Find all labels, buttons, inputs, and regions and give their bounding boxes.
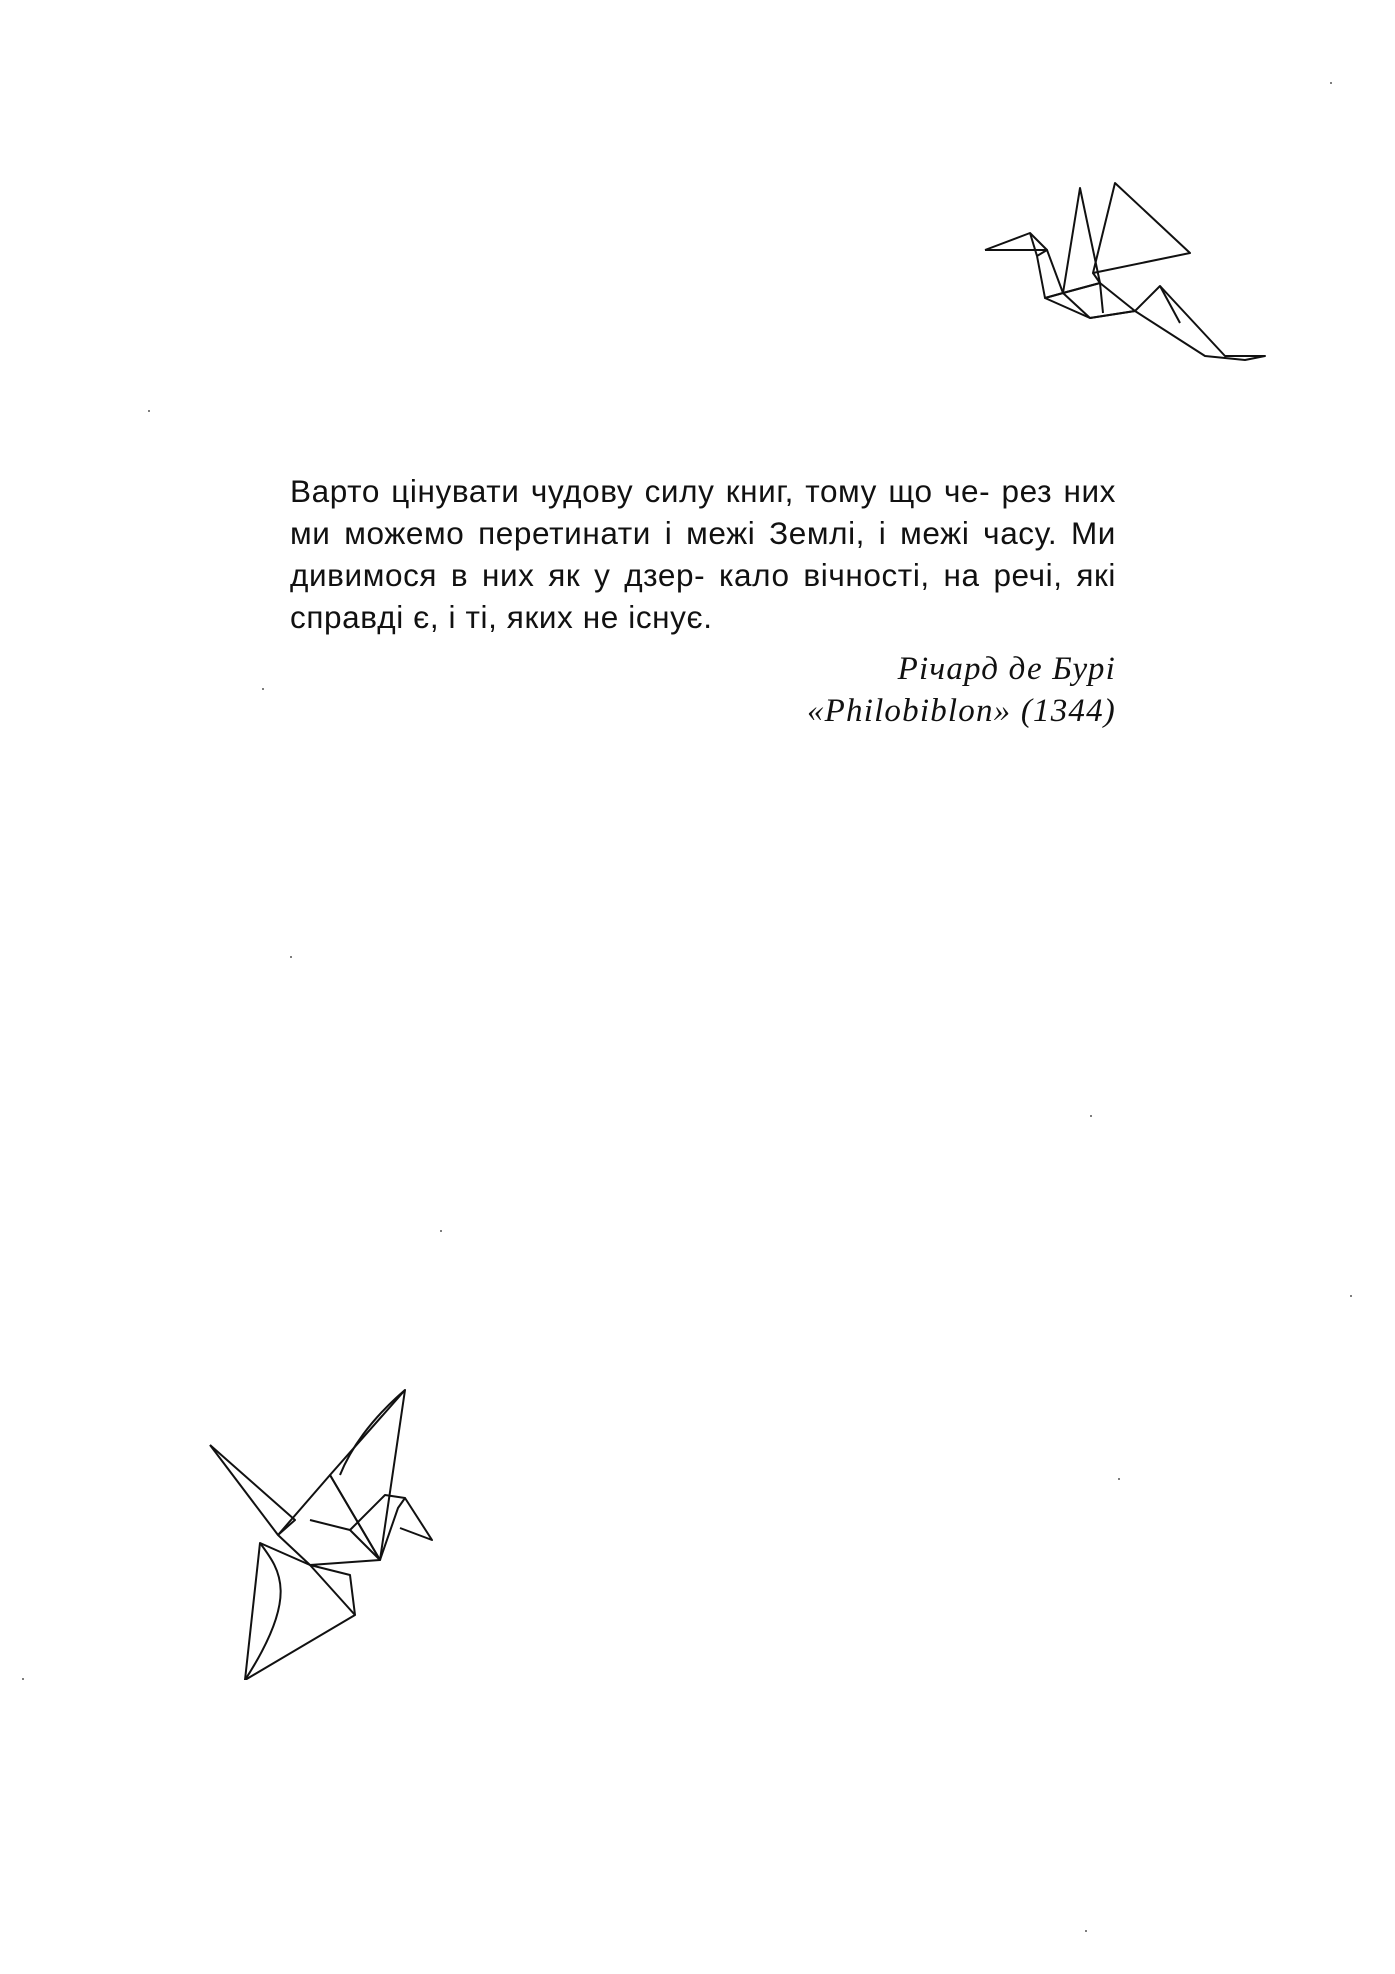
source-title: «Philobiblon» (1344) [806, 693, 1116, 729]
page-speck [1350, 1295, 1352, 1297]
epigraph [290, 470, 1116, 732]
page-speck [1330, 82, 1332, 84]
page-speck [1118, 1478, 1120, 1480]
quote-line: кало вічності, на речі, які справді є, і ті, яких [290, 557, 1117, 635]
quote-line: і межі часу. Ми дивимося в них як у дзер- [290, 515, 1116, 593]
page-speck [262, 688, 264, 690]
quote-line: рез них ми можемо перетинати і межі Землі, [290, 473, 1116, 551]
page-speck [148, 410, 150, 412]
page-speck [22, 1678, 24, 1680]
attribution [290, 648, 1116, 732]
page-speck [1090, 1115, 1092, 1117]
page-speck [1085, 1930, 1087, 1932]
origami-crane-icon [975, 178, 1275, 378]
page-speck [440, 1230, 442, 1232]
quote-line: не існує. [582, 599, 713, 635]
page-speck [290, 956, 292, 958]
quote-line: Варто цінувати чудову силу книг, тому що че- [290, 473, 991, 509]
epigraph-quote [290, 470, 1116, 638]
origami-crane-icon [200, 1380, 465, 1680]
author-name: Річард де Бурі [897, 651, 1116, 687]
